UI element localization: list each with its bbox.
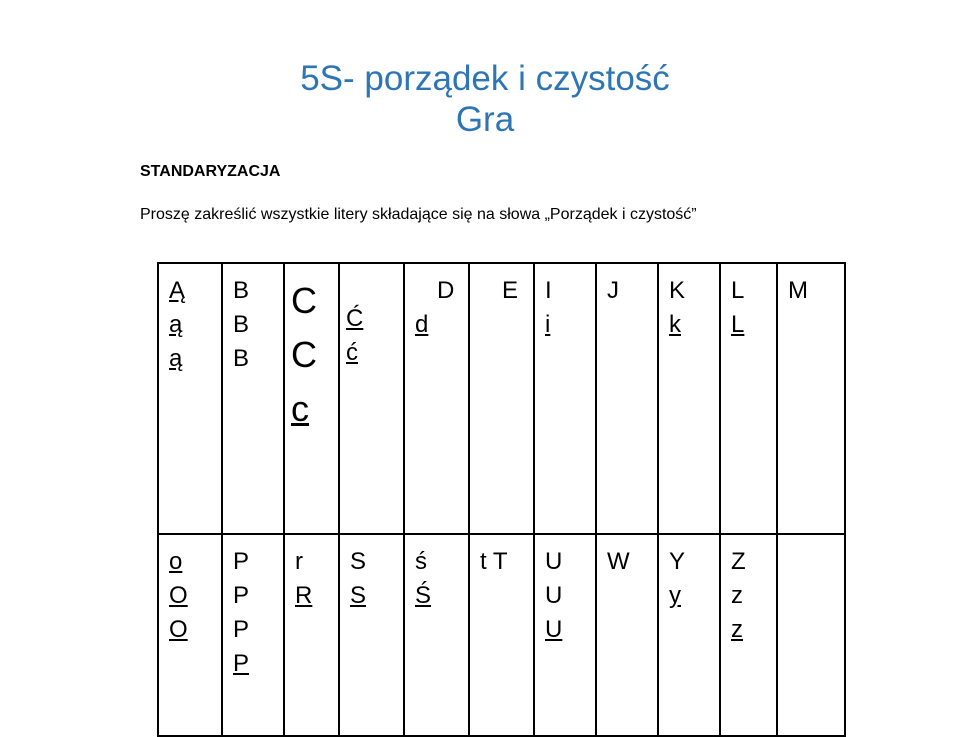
cell-l[interactable]: L L — [720, 263, 777, 534]
cell-t[interactable]: t T — [469, 534, 534, 736]
cell-m[interactable]: M — [777, 263, 845, 534]
cell-y[interactable]: Y y — [658, 534, 720, 736]
cell-c[interactable]: C C c — [284, 263, 339, 534]
cell-k[interactable]: K k — [658, 263, 720, 534]
section-label: STANDARYZACJA — [140, 163, 281, 180]
cell-r[interactable]: r R — [284, 534, 339, 736]
grid-row-1 — [158, 263, 845, 534]
title-line-1: 5S- porządek i czystość — [300, 59, 670, 98]
letter-grid — [157, 262, 846, 737]
slide-title — [0, 58, 960, 140]
cell-u[interactable]: U U U — [534, 534, 596, 736]
cell-z[interactable]: Z z z — [720, 534, 777, 736]
cell-b[interactable]: B B B — [222, 263, 284, 534]
cell-s-acute[interactable]: ś Ś — [404, 534, 469, 736]
cell-a[interactable]: Ą ą ą — [158, 263, 222, 534]
cell-j[interactable]: J — [596, 263, 658, 534]
cell-o[interactable]: o O O — [158, 534, 222, 736]
title-line-2: Gra — [455, 100, 515, 139]
cell-e[interactable]: E — [469, 263, 534, 534]
cell-empty[interactable] — [777, 534, 845, 736]
cell-s[interactable]: S S — [339, 534, 404, 736]
cell-i[interactable]: I i — [534, 263, 596, 534]
cell-d[interactable]: D d — [404, 263, 469, 534]
cell-w[interactable]: W — [596, 534, 658, 736]
cell-p[interactable]: P P P P — [222, 534, 284, 736]
instruction-text: Proszę zakreślić wszystkie litery składające się na słowa „Porządek i czystość” — [140, 206, 697, 223]
cell-c-acute[interactable]: Ć ć — [339, 263, 404, 534]
grid-row-2 — [158, 534, 845, 736]
